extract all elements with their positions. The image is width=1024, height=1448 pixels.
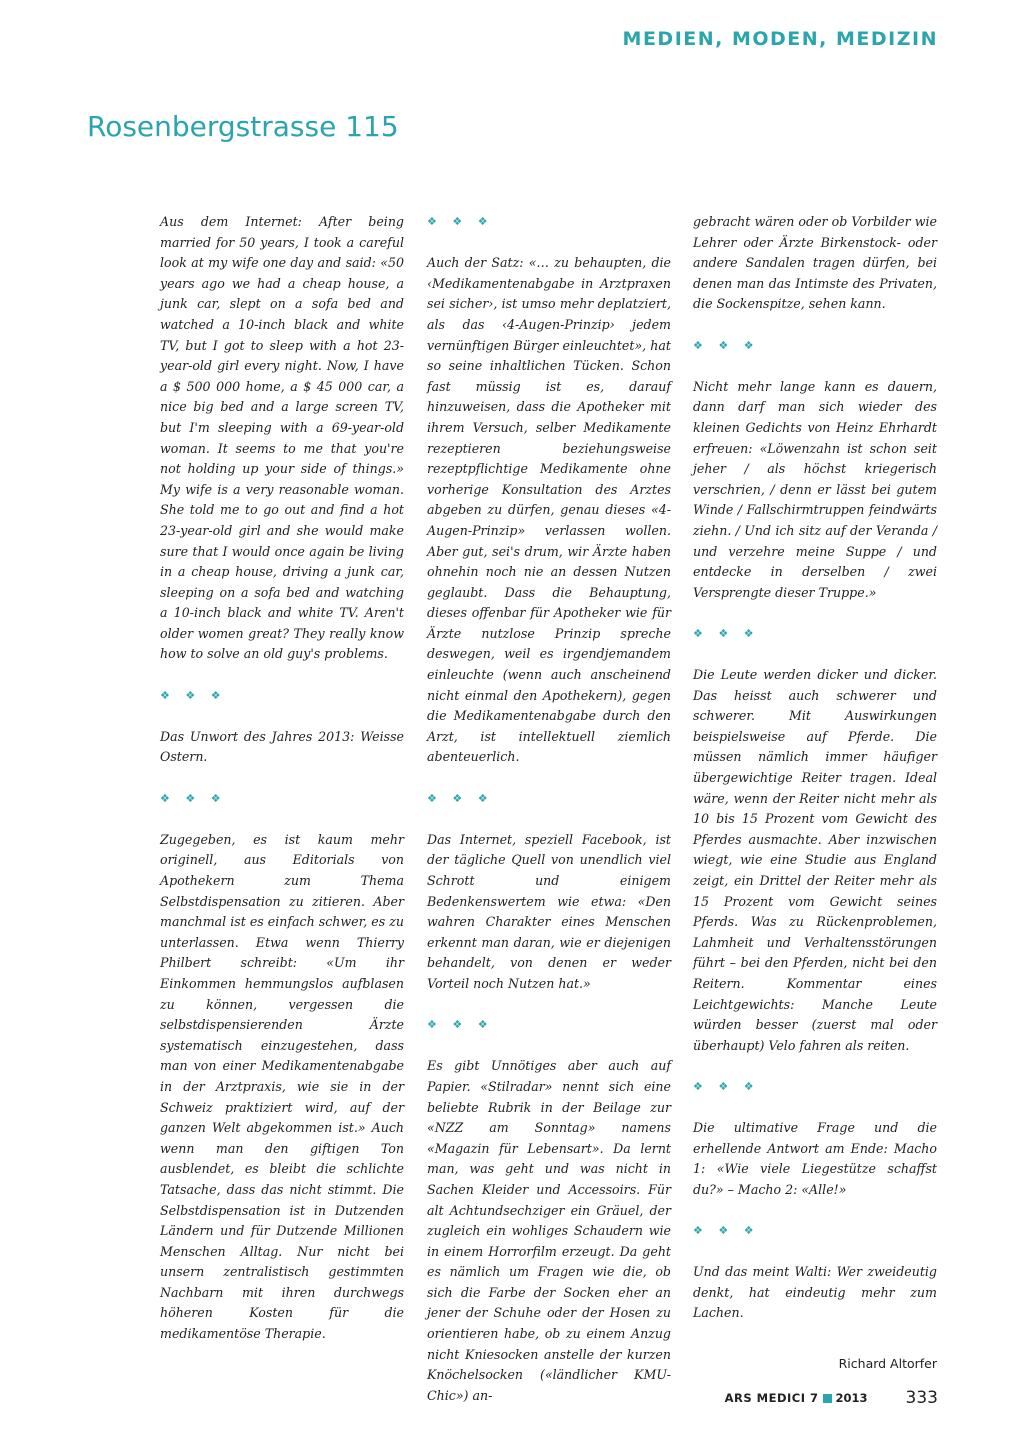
text-column-2 <box>427 212 671 1427</box>
paragraph: Das Internet, speziell Facebook, ist der tägliche Quell von unendlich viel Schrott und einigem Bedenkenswertem wie etwa: «Den wahren Charakter eines Menschen erkennt man daran, wie er diejenigen behandelt, von denen er weder Vorteil noch Nutzen hat.» <box>427 831 671 991</box>
paragraph: Und das meint Walti: Wer zweideutig denkt, hat eindeutig mehr zum Lachen. <box>693 1264 937 1321</box>
separator-ornament: ❖ ❖ ❖ <box>693 338 760 352</box>
separator-ornament: ❖ ❖ ❖ <box>160 688 227 702</box>
author-name: Richard Altorfer <box>838 1356 937 1372</box>
text-column-3 <box>693 212 937 1375</box>
paragraph: Es gibt Unnötiges aber auch auf Papier. «Stilradar» nennt sich eine beliebte Rubrik in der Beilage zur «NZZ am Sonntag» namens «Magazin für Lebensart». Da lernt man, was geht und was nicht in Sachen Kleider und Accessoirs. Für alt Achtundsechziger ein Gräuel, der zugleich ein wohliges Schaudern wie in einem Horrorfilm erzeugt. Da geht es nämlich um Fragen wie die, ob sich die Farbe der Socken eher an jener der Schuhe oder der Hosen zu orientieren habe, ob zu einem Anzug nicht Kniesocken anstelle der kurzen Knöchelsocken («ländlicher KMU-Chic») an- <box>427 1058 671 1403</box>
separator-ornament: ❖ ❖ ❖ <box>427 791 494 805</box>
journal-name: ARS MEDICI 7 <box>724 1391 819 1405</box>
text-column-1 <box>160 212 404 1365</box>
separator-ornament: ❖ ❖ ❖ <box>160 791 227 805</box>
paragraph: Die Leute werden dicker und dicker. Das heisst auch schwerer und schwerer. Mit Auswirkungen beispielsweise auf Pferde. Die müssen nämlich immer häufiger übergewichtige Reiter tragen. Ideal wäre, wenn der Reiter nicht mehr als 10 bis 15 Prozent vom Gewicht des Pferdes ausmachte. Aber inzwischen wiegt, wie eine Studie aus England zeigt, ein Drittel der Reiter mehr als 15 Prozent vom Gewicht seines Pferds. Was zu Rückenproblemen, Lahmheit und Verhaltensstörungen führt – bei den Pferden, nicht bei den Reitern. Kommentar eines Leichtgewichts: Manche Leute würden besser (zuerst mal oder überhaupt) Velo fahren als reiten. <box>693 667 937 1053</box>
separator-ornament: ❖ ❖ ❖ <box>427 215 494 228</box>
paragraph: Nicht mehr lange kann es dauern, dann darf man sich wieder des kleinen Gedichts von Heinz Ehrhardt erfreuen: «Löwenzahn ist schon seit jeher / als höchst kriegerisch verschrien, / denn er lässt bei gutem Winde / Fallschirmtruppen feindwärts ziehn. / Und ich sitz auf der Veranda / und verzehre meine Suppe / und entdecke in derselben / zwei Versprengte dieser Truppe.» <box>693 378 937 600</box>
paragraph: Auch der Satz: «… zu behaupten, die ‹Medikamentenabgabe in Arztpraxen sei sicher›, ist umso mehr deplatziert, als das ‹4-Augen-Prinzip› jedem vernünftigen Bürger einleuchtet», hat so seine inhaltlichen Tücken. Schon fast müssig ist es, darauf hinzuweisen, dass die Apotheker mit ihrem Versuch, selber Medikamente rezeptieren beziehungsweise rezeptpflichtige Medikamente ohne vorherige Konsultation des Arztes abgeben zu dürfen, genau dieses «4-Augen-Prinzip» verlassen wollen. Aber gut, sei's drum, wir Ärzte haben ohnehin noch nie an dessen Nutzen geglaubt. Dass die Behauptung, dieses offenbar für Apotheker wie für Ärzte nutzlose Prinzip spreche deswegen, weil es irgendjemandem einleuchte (wenn auch anscheinend nicht einmal den Apothekern), gegen die Medikamentenabgabe durch den Arzt, ist intellektuell ziemlich abenteuerlich. <box>427 255 671 765</box>
journal-year: 2013 <box>835 1391 868 1405</box>
page-number: 333 <box>905 1388 938 1408</box>
separator-ornament: ❖ ❖ ❖ <box>427 1018 494 1032</box>
paragraph: Das Unwort des Jahres 2013: Weisse Ostern. <box>160 728 404 765</box>
paragraph: gebracht wären oder ob Vorbilder wie Lehrer oder Ärzte Birkenstock- oder andere Sandalen tragen dürfen, bei denen man das Intimste des Privaten, die Sockenspitze, sehen kann. <box>693 214 937 312</box>
separator-ornament: ❖ ❖ ❖ <box>693 626 760 640</box>
page-footer <box>725 1388 938 1408</box>
paragraph: Zugegeben, es ist kaum mehr originell, aus Editorials von Apothekern zum Thema Selbstdispensation zu zitieren. Aber manchmal ist es einfach schwer, es zu unterlassen. Etwa wenn Thierry Philbert schreibt: «Um ihr Einkommen hemmungslos aufblasen zu können, vergessen die selbstdispensierenden Ärzte systematisch einzugestehen, dass man von einer Medikamentenabgabe in der Arztpraxis, wie sie in der Schweiz praktiziert wird, auf der ganzen Welt abgekommen ist.» Auch wenn man den giftigen Ton ausblendet, es bleibt die schlichte Tatsache, dass das nicht stimmt. Die Selbstdispensation ist in Dutzenden Ländern und für Dutzende Millionen Menschen Alltag. Nur nicht bei unsern zentralistisch gestimmten Nachbarn mit ihren durchwegs höheren Kosten für die medikamentöse Therapie. <box>160 831 404 1342</box>
separator-ornament: ❖ ❖ ❖ <box>693 1224 760 1238</box>
article-title: Rosenbergstrasse 115 <box>87 110 399 143</box>
paragraph: Die ultimative Frage und die erhellende Antwort am Ende: Macho 1: «Wie viele Liegestütze schaffst du?» – Macho 2: «Alle!» <box>693 1120 937 1197</box>
paragraph: Aus dem Internet: After being married for 50 years, I took a careful look at my wife one day and said: «50 years ago we had a cheap house, a junk car, slept on a sofa bed and watched a 10-inch black and white TV, but I got to sleep with a hot 23-year-old girl every night. Now, I have a $ 500 000 home, a $ 45 000 car, a nice big bed and a large screen TV, but I'm sleeping with a 69-year-old woman. It seems to me that you're not holding up your side of things.» My wife is a very reasonable woman. She told me to go out and find a hot 23-year-old girl and she would make sure that I would once again be living in a cheap house, driving a junk car, sleeping on a sofa bed and watching a 10-inch black and white TV. Aren't older women great? They really know how to solve an old guy's problems. <box>160 214 404 662</box>
separator-ornament: ❖ ❖ ❖ <box>693 1079 760 1093</box>
square-icon <box>823 1394 832 1403</box>
section-header: MEDIEN, MODEN, MEDIZIN <box>622 28 938 50</box>
